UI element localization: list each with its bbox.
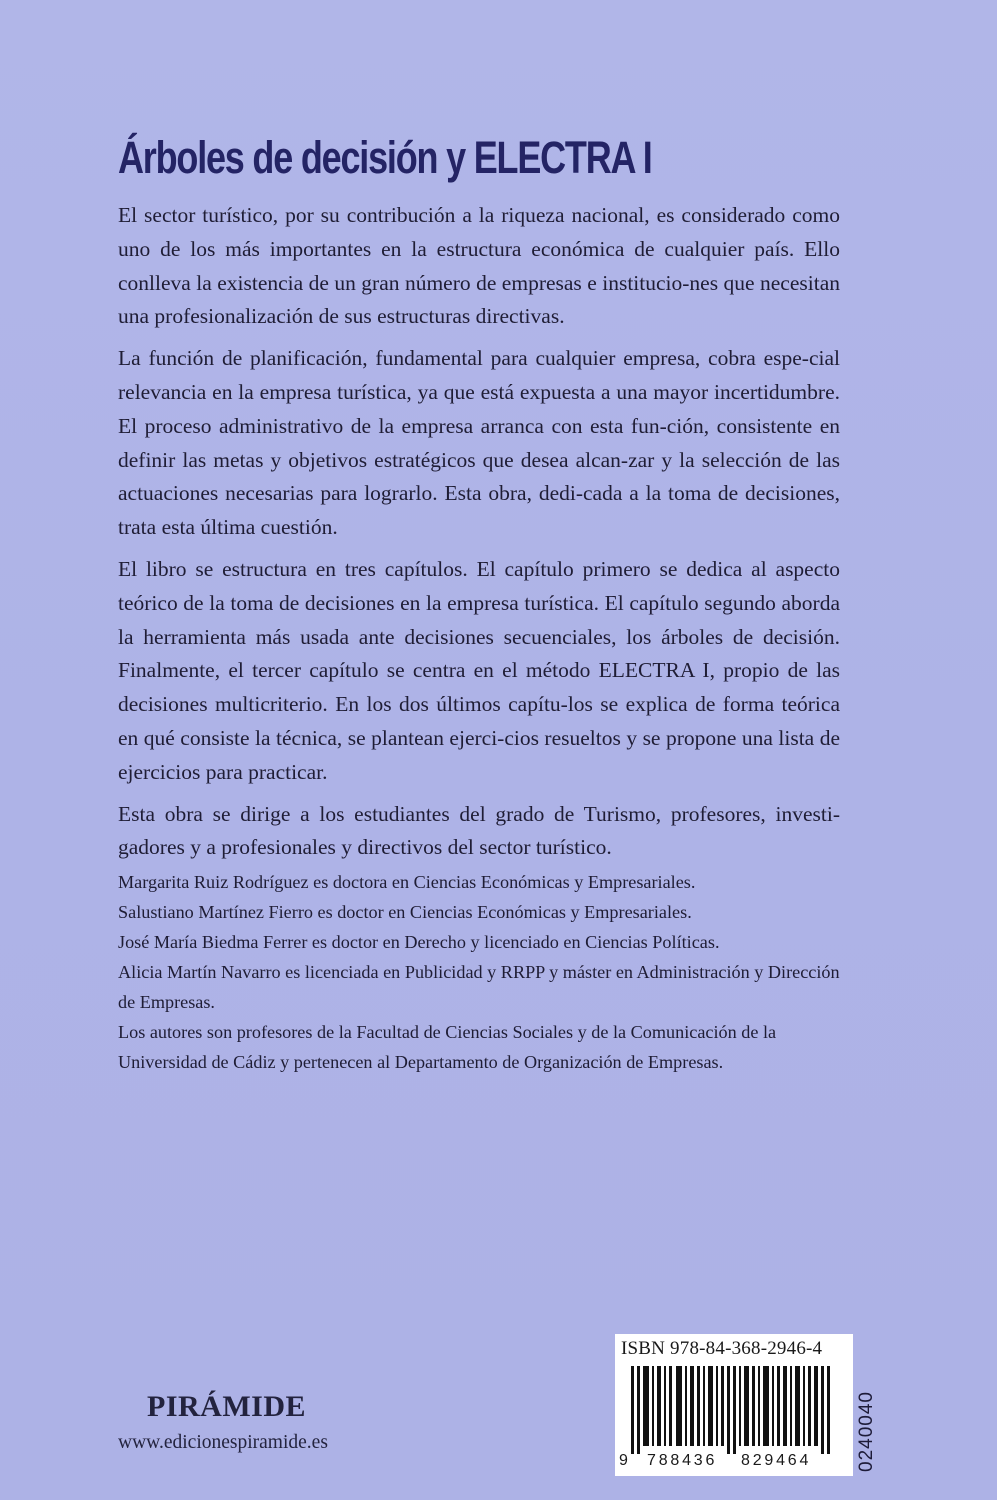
publisher-website[interactable]: www.edicionespiramide.es: [118, 1432, 328, 1453]
authors-affiliation: Los autores son profesores de la Facultad de Ciencias Sociales y de la Comunicación de la Universidad de Cádiz y pertenecen al Departamento de Organización de Empresas.: [118, 1022, 777, 1072]
barcode-left-group: 788436: [647, 1452, 718, 1469]
product-code: 0240040: [856, 1391, 877, 1472]
author-bio-3: José María Biedma Ferrer es doctor en Derecho y licenciado en Ciencias Políticas.: [118, 932, 720, 952]
barcode-icon: [619, 1366, 849, 1454]
author-bios: [118, 867, 848, 1077]
barcode-digits: [615, 1452, 853, 1472]
synopsis-paragraph-3: El libro se estructura en tres capítulos. El capítulo primero se dedica al aspecto teórico de la toma de decisiones en la empresa turística. El capítulo segundo aborda la herramienta más usada ante decisiones secuenciales, los árboles de decisión. Finalmente, el tercer capítulo se centra en el método ELECTRA I, propio de las decisiones multicriterio. En los dos últimos capítu-los se explica de forma teórica en qué consiste la técnica, se plantean ejerci-cios resueltos y se propone una lista de ejercicios para practicar.: [118, 556, 840, 784]
synopsis: [118, 199, 840, 873]
book-title: Árboles de decisión y ELECTRA I: [118, 132, 652, 183]
synopsis-paragraph-4: Esta obra se dirige a los estudiantes del grado de Turismo, profesores, investi-gadores y a profesionales y directivos del sector turístico.: [118, 801, 840, 860]
isbn-label: ISBN 978-84-368-2946-4: [621, 1338, 823, 1359]
barcode-first-digit: 9: [619, 1452, 628, 1469]
synopsis-paragraph-1: El sector turístico, por su contribución a la riqueza nacional, es considerado como uno de los más importantes en la estructura económica de cualquier país. Ello conlleva la existencia de un gran número de empresas e institucio-nes que necesitan una profesionalización de sus estructuras directivas.: [118, 203, 840, 329]
author-bio-4: Alicia Martín Navarro es licenciada en Publicidad y RRPP y máster en Administración y Dirección de Empresas.: [118, 962, 840, 1012]
author-bio-1: Margarita Ruiz Rodríguez es doctora en Ciencias Económicas y Empresariales.: [118, 872, 696, 892]
synopsis-paragraph-2: La función de planificación, fundamental para cualquier empresa, cobra espe-cial relevancia en la empresa turística, ya que está expuesta a una mayor incertidumbre. El proceso administrativo de la empresa arranca con esta fun-ción, consistente en definir las metas y objetivos estratégicos que desea alcan-zar y la selección de las actuaciones necesarias para lograrlo. Esta obra, dedi-cada a la toma de decisiones, trata esta última cuestión.: [118, 346, 840, 540]
barcode-right-group: 829464: [741, 1452, 812, 1469]
author-bio-2: Salustiano Martínez Fierro es doctor en Ciencias Económicas y Empresariales.: [118, 902, 692, 922]
publisher-logo: PIRÁMIDE: [147, 1390, 306, 1423]
barcode-panel: [615, 1334, 853, 1476]
